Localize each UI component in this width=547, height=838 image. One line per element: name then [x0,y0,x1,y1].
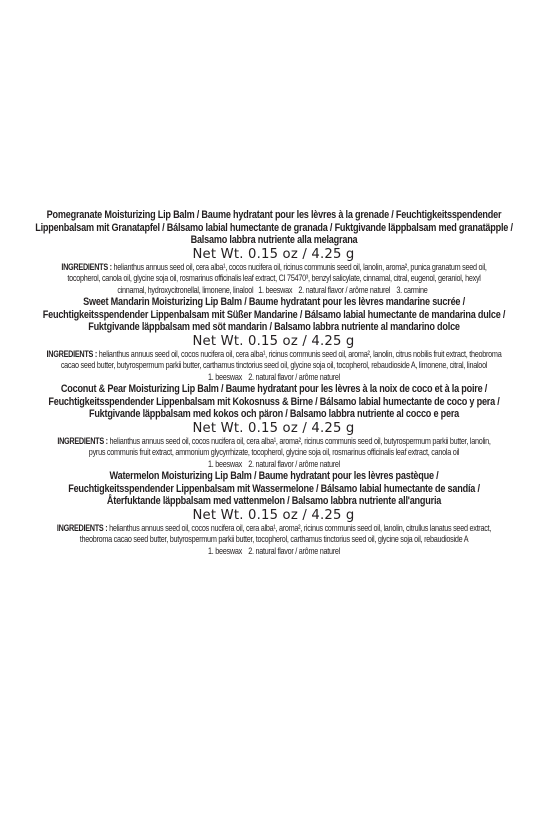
footnote: 3. carmine [395,284,428,295]
ingredients-line [5,285,542,296]
ingredients-label: INGREDIENTS : [56,435,108,446]
ingredients-line: theobroma cacao seed butter, butyrospermum parkii butter, tocopherol, carthamus tinctorius seed oil, glycine soja oil, rebaudioside A [79,534,468,545]
title-line: Balsamo labbra nutriente alla melagrana [190,234,357,247]
ingredients-text [5,436,542,459]
ingredients-line [5,262,542,273]
ingredients-line [5,436,542,447]
ingredients-text [5,262,542,296]
product-title [7,296,540,334]
title-line: Feuchtigkeitsspendender Lippenbalsam mit Kokosnuss & Birne / Bálsamo labial humectante de coco y pera / [47,395,500,408]
title-line: Pomegranate Moisturizing Lip Balm / Baume hydratant pour les lèvres à la grenade / Feuchtigkeitsspendender [46,209,501,221]
net-weight: Net Wt. 0.15 oz / 4.25 g [192,420,355,436]
title-line: Watermelon Moisturizing Lip Balm / Baume hydratant pour les lèvres pastèque / [109,470,438,482]
ingredients-line: pyrus communis fruit extract, ammonium glycyrrhizate, tocopherol, glycine soja oil, rosmarinus officinalis leaf extract, canola oil [88,447,459,458]
ingredients-line: cacao seed butter, butyrospermum parkii butter, carthamus tinctorius seed oil, glycine soja oil, tocopherol, rebaudioside A, limonene, citral, linalool [60,360,487,371]
ingredients-label: INGREDIENTS : [46,348,97,359]
ingredients-line: tocopherol, canola oil, glycine soja oil, rosmarinus officinalis leaf extract, CI 75470³, benzyl salicylate, cinnamal, citral, eugenol, geraniol, hexyl [66,273,481,284]
product-title [7,470,540,508]
footnote: 1. beeswax [207,458,242,469]
footnote: 2. natural flavor / arôme naturel [297,284,390,295]
ingredients-line [5,349,542,360]
product-block-pomegranate [4,209,544,296]
title-line: Fuktgivande läppbalsam med kokos och päron / Balsamo labbra nutriente al cocco e pera [88,408,459,421]
product-block-coconut-pear [4,383,544,470]
ingredients-label: INGREDIENTS : [56,522,107,533]
ingredients-line-text: cinnamal, hydroxycitronellal, limonene, linalool [116,284,253,295]
ingredients-line-text: helianthus annuus seed oil, cocos nucifera oil, cera alba¹, ricinus communis seed oil, aroma², lanolin, citrus nobilis fruit extract, theobroma [98,348,501,359]
product-title [7,383,540,421]
ingredients-text [5,523,542,546]
title-line: Feuchtigkeitsspendender Lippenbalsam mit Süßer Mandarine / Bálsamo labial humectante de mandarina dulce / [42,308,505,321]
footnote: 1. beeswax [207,371,242,382]
ingredients-line-text: helianthus annuus seed oil, cocos nucifera oil, cera alba¹, aroma², ricinus communis seed oil, lanolin, citrullus lanatus seed extract, [108,522,491,533]
title-line: Återfuktande läppbalsam med vattenmelon / Balsamo labbra nutriente all'anguria [106,495,441,508]
title-line: Lippenbalsam mit Granatapfel / Bálsamo labial humectante de granada / Fuktgivande läppbalsam med granatäpple / [34,221,513,234]
footnote: 1. beeswax [257,284,292,295]
footnote: 2. natural flavor / arôme naturel [247,545,340,556]
footnote: 1. beeswax [207,545,242,556]
ingredients-line [5,523,542,534]
net-weight: Net Wt. 0.15 oz / 4.25 g [192,246,355,262]
title-line: Fuktgivande läppbalsam med söt mandarin / Balsamo labbra nutriente al mandarino dolce [87,321,460,334]
net-weight: Net Wt. 0.15 oz / 4.25 g [192,507,355,523]
ingredients-text [5,349,542,372]
title-line: Feuchtigkeitsspendender Lippenbalsam mit Wassermelone / Bálsamo labial humectante de sandía / [67,482,480,495]
footnote: 2. natural flavor / arôme naturel [247,458,340,469]
footnotes [63,546,484,557]
product-title [7,209,540,247]
title-line: Sweet Mandarin Moisturizing Lip Balm / Baume hydratant pour les lèvres mandarine sucrée / [82,296,465,308]
footnotes [63,372,484,383]
product-block-sweet-mandarin [4,296,544,383]
product-block-watermelon [4,470,544,557]
net-weight: Net Wt. 0.15 oz / 4.25 g [192,333,355,349]
ingredients-line-text: helianthus annuus seed oil, cera alba¹, cocos nucifera oil, ricinus communis seed oil, lanolin, aroma², punica granatum seed oil, [113,261,487,272]
ingredients-line-text: helianthus annuus seed oil, cocos nucifera oil, cera alba¹, aroma², ricinus communis seed oil, butyrospermum parkii butter, lanolin, [109,435,491,446]
ingredient-label-document [0,209,547,557]
title-line: Coconut & Pear Moisturizing Lip Balm / Baume hydratant pour les lèvres à la noix de coco et à la poire / [60,383,487,395]
ingredients-label: INGREDIENTS : [60,261,112,272]
footnote: 2. natural flavor / arôme naturel [247,371,340,382]
footnotes [63,459,484,470]
